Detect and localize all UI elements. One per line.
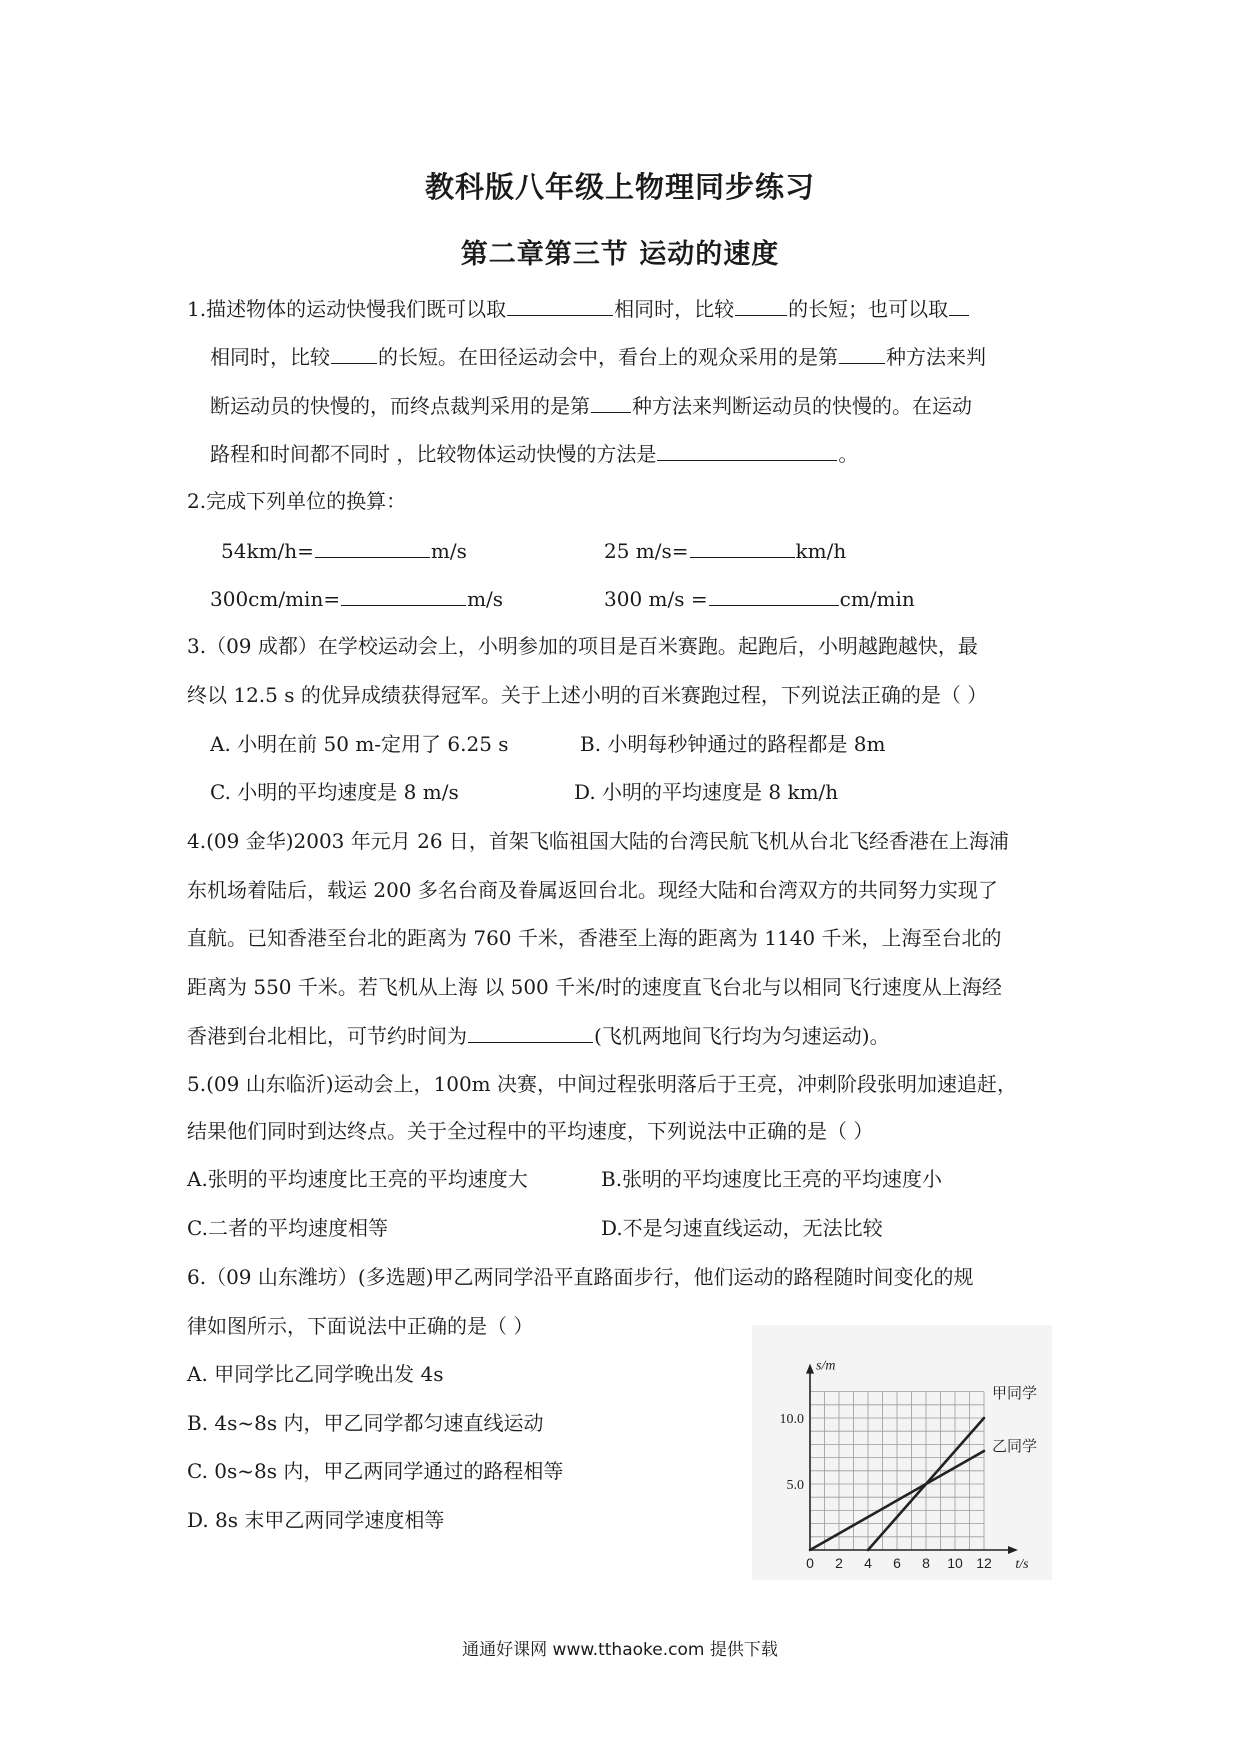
q4-line-4: 距离为 550 千米。若飞机从上海 以 500 千米/时的速度直飞台北与以相同飞行速度从上海经: [187, 975, 1002, 999]
y-tick-label: 5.0: [786, 1478, 804, 1493]
q6-option-c: C. 0s~8s 内，甲乙两同学通过的路程相等: [187, 1459, 564, 1483]
q4-line-5: [187, 1022, 890, 1049]
q2-item-a: [221, 537, 467, 564]
q1-line-2: [210, 343, 986, 370]
q4-blank: [468, 1022, 593, 1043]
q1-text-3b: 种方法来判断运动员的快慢的。在运动: [632, 394, 972, 418]
q2-blank-a: [315, 537, 430, 558]
q2-item-d: [604, 585, 915, 612]
q2-c-prefix: 300cm/min=: [210, 587, 341, 611]
q4-text-5a: 香港到台北相比，可节约时间为: [187, 1024, 467, 1048]
q4-line-1: 4.(09 金华)2003 年元月 26 日，首架飞临祖国大陆的台湾民航飞机从台北飞经香港在上海浦: [187, 829, 1009, 853]
q1-text-4b: 。: [838, 442, 859, 466]
q2-blank-d: [709, 585, 839, 606]
q1-text-1b: 相同时，比较: [614, 297, 735, 321]
q1-text-2a: 相同时，比较: [210, 345, 330, 369]
x-tick-label: 8: [922, 1555, 930, 1571]
q1-text-2c: 种方法来判: [886, 345, 986, 369]
q5-option-d: D.不是匀速直线运动，无法比较: [601, 1216, 883, 1240]
series-label: 乙同学: [992, 1437, 1038, 1455]
q6-line-1: 6.（09 山东潍坊）(多选题)甲乙两同学沿平直路面步行，他们运动的路程随时间变化的规: [187, 1265, 974, 1289]
q6-option-d: D. 8s 末甲乙两同学速度相等: [187, 1508, 445, 1532]
x-tick-label: 2: [835, 1555, 843, 1571]
q1-text-4a: 路程和时间都不同时 ，比较物体运动快慢的方法是: [210, 442, 657, 466]
q1-blank-5: [839, 343, 885, 364]
q2-item-c: [210, 585, 503, 612]
series-label: 甲同学: [992, 1384, 1038, 1402]
doc-title: 教科版八年级上物理同步练习: [424, 170, 815, 204]
q2-a-unit: m/s: [430, 539, 467, 563]
q2-d-unit: cm/min: [839, 587, 915, 611]
q5-option-b: B.张明的平均速度比王亮的平均速度小: [601, 1167, 943, 1191]
q1-text-3a: 断运动员的快慢的，而终点裁判采用的是第: [210, 394, 590, 418]
q1-text-1a: 1.描述物体的运动快慢我们既可以取: [187, 297, 507, 321]
y-tick-label: 10.0: [779, 1412, 804, 1427]
q3-option-d: D. 小明的平均速度是 8 km/h: [574, 780, 839, 804]
q1-line-4: [210, 440, 858, 467]
q4-line-2: 东机场着陆后，载运 200 多名台商及眷属返回台北。现经大陆和台湾双方的共同努力实现了: [187, 878, 998, 902]
q1-line-3: [210, 392, 972, 419]
q1-blank-4: [331, 343, 377, 364]
doc-subtitle: 第二章第三节 运动的速度: [460, 239, 780, 270]
q2-b-unit: km/h: [795, 539, 847, 563]
y-axis-label: s/m: [816, 1358, 836, 1374]
q6-line-2: 律如图所示，下面说法中正确的是（ ）: [187, 1314, 534, 1338]
q5-line-1: 5.(09 山东临沂)运动会上，100m 决赛，中间过程张明落后于王亮，冲刺阶段张明加速追赶，: [187, 1072, 1017, 1096]
x-axis-label: t/s: [1015, 1557, 1029, 1572]
q4-line-3: 直航。已知香港至台北的距离为 760 千米，香港至上海的距离为 1140 千米，上海至台北的: [187, 926, 1002, 950]
q5-option-a: A.张明的平均速度比王亮的平均速度大: [187, 1167, 528, 1191]
distance-time-graph: [752, 1325, 1052, 1580]
x-axis-arrow: [1008, 1546, 1018, 1554]
q2-blank-c: [341, 585, 466, 606]
q1-blank-2: [735, 295, 787, 316]
q2-d-prefix: 300 m/s =: [604, 587, 708, 611]
q2-a-prefix: 54km/h=: [221, 539, 314, 563]
q4-text-5b: (飞机两地间飞行均为匀速运动)。: [594, 1024, 890, 1048]
x-tick-label: 6: [893, 1555, 901, 1571]
footer-credit: 通通好课网 www.tthaoke.com 提供下载: [462, 1640, 778, 1660]
q1-text-1c: 的长短；也可以取: [788, 297, 949, 321]
q3-line-1: 3.（09 成都）在学校运动会上，小明参加的项目是百米赛跑。起跑后，小明越跑越快，最: [187, 634, 978, 658]
q2-c-unit: m/s: [467, 587, 504, 611]
q3-option-c: C. 小明的平均速度是 8 m/s: [210, 780, 459, 804]
q2-heading: 2.完成下列单位的换算：: [187, 489, 407, 513]
q1-blank-3: [949, 295, 969, 316]
q5-option-c: C.二者的平均速度相等: [187, 1216, 388, 1240]
q1-text-2b: 的长短。在田径运动会中，看台上的观众采用的是第: [378, 345, 838, 369]
x-tick-label: 12: [976, 1555, 992, 1571]
q2-blank-b: [690, 537, 795, 558]
x-tick-label: 4: [864, 1555, 872, 1571]
q6-option-a: A. 甲同学比乙同学晚出发 4s: [187, 1362, 444, 1386]
q1-blank-6: [591, 392, 631, 413]
q5-line-2: 结果他们同时到达终点。关于全过程中的平均速度，下列说法中正确的是（ ）: [187, 1119, 874, 1143]
q2-b-prefix: 25 m/s=: [604, 539, 689, 563]
q6-option-b: B. 4s~8s 内，甲乙同学都匀速直线运动: [187, 1411, 544, 1435]
q3-option-b: B. 小明每秒钟通过的路程都是 8m: [580, 732, 886, 756]
q1-blank-1: [507, 295, 613, 316]
q3-option-a: A. 小明在前 50 m-定用了 6.25 s: [210, 732, 509, 756]
q3-line-2: 终以 12.5 s 的优异成绩获得冠军。关于上述小明的百米赛跑过程，下列说法正确的是（ ）: [187, 683, 988, 707]
y-axis-arrow: [806, 1364, 814, 1374]
x-tick-label: 0: [806, 1555, 814, 1571]
q1-line-1: [187, 295, 970, 322]
x-tick-label: 10: [947, 1555, 963, 1571]
q1-blank-7: [657, 440, 837, 461]
graph-svg: [752, 1325, 1052, 1580]
q2-item-b: [604, 537, 846, 564]
